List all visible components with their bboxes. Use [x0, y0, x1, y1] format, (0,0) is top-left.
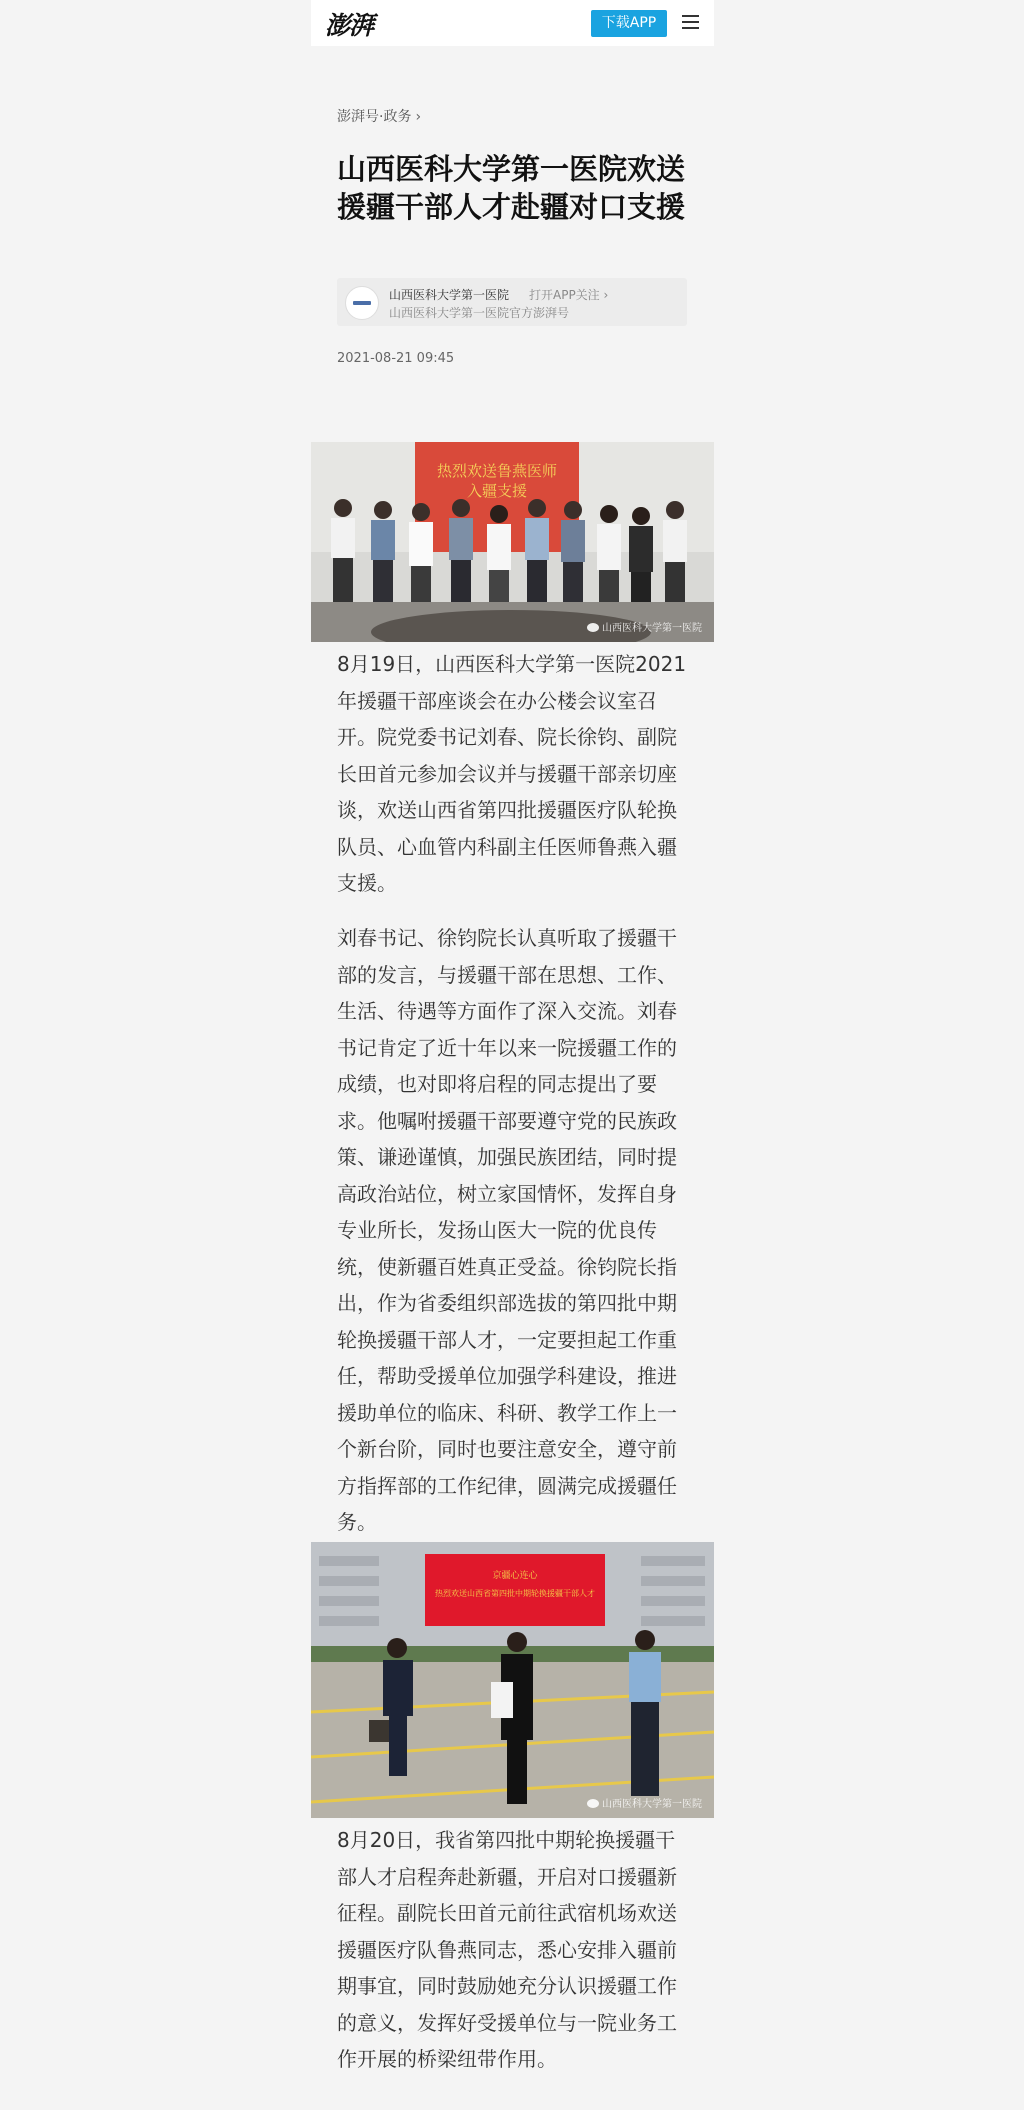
- wechat-icon: [587, 1799, 599, 1808]
- author-card[interactable]: [337, 278, 687, 326]
- article-photo-2: [311, 1542, 714, 1818]
- top-bar: [311, 0, 714, 46]
- download-app-button[interactable]: 下载APP: [591, 10, 667, 37]
- author-avatar[interactable]: [345, 286, 379, 320]
- photo-1-banner-line2: 入疆支援: [466, 482, 528, 500]
- breadcrumb[interactable]: [337, 106, 421, 126]
- chevron-right-icon: ›: [415, 109, 422, 125]
- photo-2-watermark-text: 山西医科大学第一医院: [602, 1799, 702, 1810]
- photo-2-illustration: [311, 1542, 714, 1818]
- wechat-icon: [587, 623, 599, 632]
- article-photo-1: [311, 442, 714, 642]
- article-paragraph-3: 8月20日，我省第四批中期轮换援疆干部人才启程奔赴新疆，开启对口援疆新征程。副院长田首元前往武宿机场欢送援疆医疗队鲁燕同志，悉心安排入疆前期事宜，同时鼓励她充分认识援疆工作的意义，发挥好受援单位与一院业务工作开展的桥梁纽带作用。: [337, 1828, 677, 2071]
- author-description: 山西医科大学第一医院官方澎湃号: [389, 306, 570, 320]
- photo-1-banner-line1: 热烈欢送鲁燕医师: [436, 462, 558, 480]
- photo-1-watermark: [587, 619, 702, 634]
- article-paragraph-2: 刘春书记、徐钧院长认真听取了援疆干部的发言，与援疆干部在思想、工作、生活、待遇等方面作了深入交流。刘春书记肯定了近十年以来一院援疆工作的成绩，也对即将启程的同志提出了要求。他嘱咐援疆干部要遵守党的民族政策、谦逊谨慎，加强民族团结，同时提高政治站位，树立家国情怀，发挥自身专业所长，发扬山医大一院的优良传统，使新疆百姓真正受益。徐钧院长指出，作为省委组织部选拔的第四批中期轮换援疆干部人才，一定要担起工作重任，帮助受援单位加强学科建设，推进援助单位的临床、科研、教学工作上一个新台阶，同时也要注意安全，遵守前方指挥部的工作纪律，圆满完成援疆任务。: [337, 926, 677, 1534]
- article-page: [311, 0, 714, 2110]
- site-logo[interactable]: 澎湃: [325, 11, 374, 40]
- follow-label: 打开APP关注: [529, 288, 600, 302]
- breadcrumb-label: 澎湃号·政务: [337, 109, 412, 125]
- hamburger-menu-icon[interactable]: [682, 13, 699, 31]
- photo-2-banner-line2: 热烈欢送山西省第四批中期轮换援疆干部人才: [435, 1589, 595, 1598]
- photo-2-banner-line1: 京疆心连心: [492, 1571, 538, 1581]
- chevron-right-icon: ›: [603, 288, 609, 302]
- photo-1-watermark-text: 山西医科大学第一医院: [602, 623, 702, 634]
- article-title: 山西医科大学第一医院欢送援疆干部人才赴疆对口支援: [337, 152, 686, 224]
- photo-1-illustration: [311, 442, 714, 642]
- follow-in-app-link[interactable]: [529, 286, 608, 303]
- article-paragraph-1: 8月19日，山西医科大学第一医院2021年援疆干部座谈会在办公楼会议室召开。院党委书记刘春、院长徐钧、副院长田首元参加会议并与援疆干部亲切座谈，欢送山西省第四批援疆医疗队轮换队员、心血管内科副主任医师鲁燕入疆支援。: [337, 652, 687, 895]
- photo-2-watermark: [587, 1795, 702, 1810]
- publish-date: 2021-08-21 09:45: [337, 351, 455, 366]
- author-name[interactable]: 山西医科大学第一医院: [389, 288, 510, 302]
